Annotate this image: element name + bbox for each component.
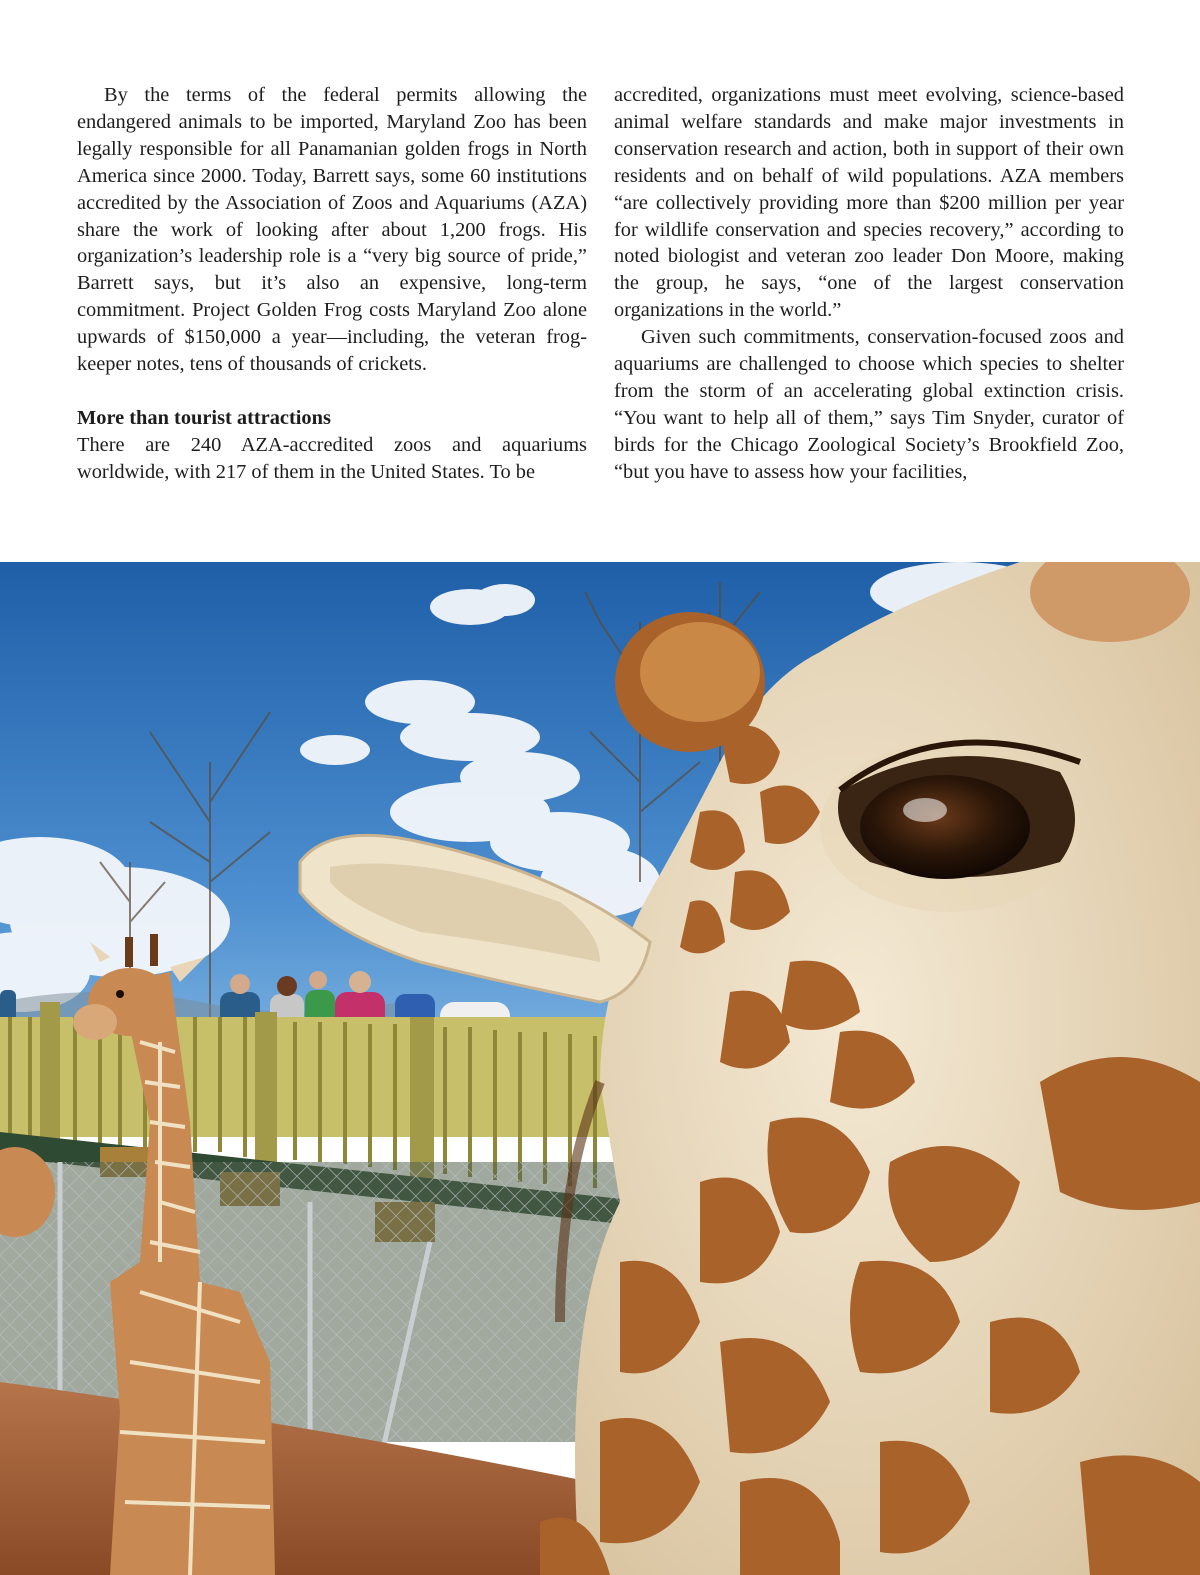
giraffe-photo bbox=[0, 562, 1200, 1575]
giraffe-eye bbox=[860, 775, 1030, 879]
article-text bbox=[77, 82, 1124, 492]
paragraph: accredited, organizations must meet evolving, science-based animal welfare standards and make major investments in conservation research and action, both in support of their own residents and on behalf of wild populations. AZA members “are collectively providing more than $200 million per year for wildlife conservation and species recovery,” according to noted biologist and veteran zoo leader Don Moore, making the group, he says, “one of the largest conservation organizations in the world.” bbox=[614, 84, 1124, 322]
article-column-left bbox=[77, 82, 587, 492]
giraffe-illustration bbox=[0, 562, 1200, 1575]
paragraph: By the terms of the federal permits allowing the endangered animals to be imported, Maryland Zoo has been legally responsible for all Panamanian golden frogs in North America since 2000. Today, Barrett says, some 60 institutions accredited by the Association of Zoos and Aquariums (AZA) share the work of looking after about 1,200 frogs. His organization’s leadership role is a “very big source of pride,” Barrett says, but it’s also an expensive, long-term commitment. Project Golden Frog costs Maryland Zoo alone upwards of $150,000 a year—including, the veteran frog-keeper notes, tens of thousands of crickets. bbox=[77, 84, 587, 376]
section-heading: More than tourist attractions bbox=[77, 406, 331, 429]
article-column-right bbox=[614, 82, 1124, 492]
paragraph: Given such commitments, conservation-focused zoos and aquariums are challenged to choose which species to shelter from the storm of an accelerating global extinction crisis. “You want to help all of them,” says Tim Snyder, curator of birds for the Chicago Zoological Society’s Brookfield Zoo, “but you have to assess how your facilities, bbox=[614, 326, 1124, 483]
paragraph: There are 240 AZA-accredited zoos and aquariums worldwide, with 217 of them in the United States. To be bbox=[77, 433, 587, 483]
